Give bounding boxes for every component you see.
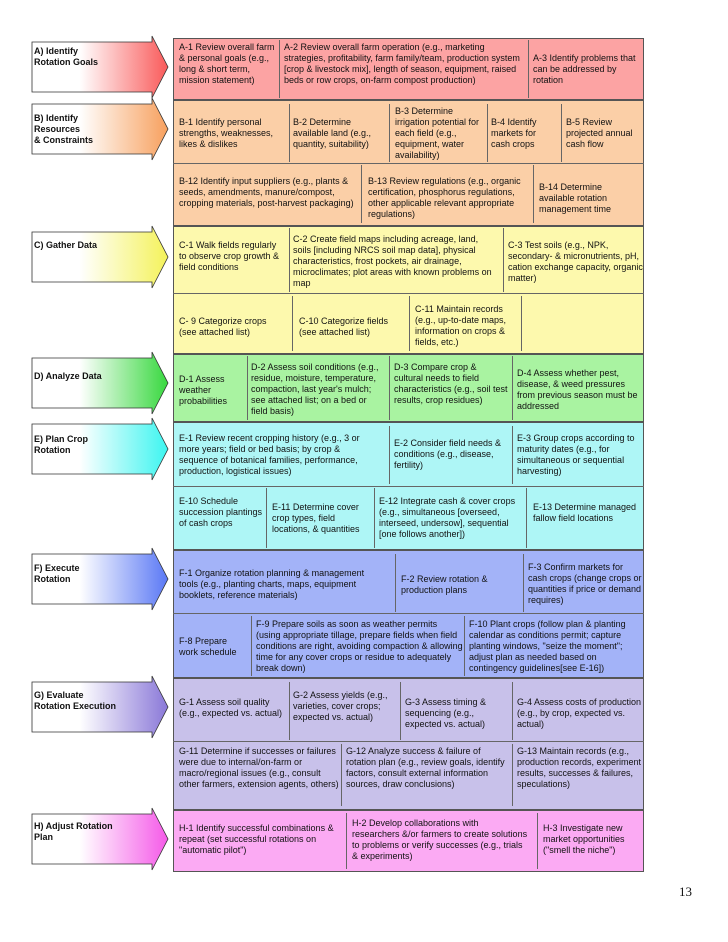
- grid-line: [173, 741, 644, 742]
- step-b14: B-14 Determine available rotation management time: [539, 182, 612, 214]
- step-h1: H-1 Identify successful combinations & repeat (set successful rotations on "automatic pilot"): [179, 823, 334, 855]
- grid-line: [537, 813, 538, 869]
- grid-line: [400, 682, 401, 740]
- arrow-d: [32, 352, 168, 414]
- page-number: 13: [679, 884, 692, 899]
- grid-line: [561, 104, 562, 162]
- step-b3: B-3 Determine irrigation potential for each field (e.g., equipment, water availability): [395, 106, 480, 160]
- grid-line: [289, 682, 290, 740]
- grid-line: [503, 228, 504, 292]
- step-h3: H-3 Investigate new market opportunities ("smell the niche"): [543, 823, 625, 855]
- step-f2: F-2 Review rotation & production plans: [401, 574, 488, 595]
- step-f10: F-10 Plant crops (follow plan & planting calendar as conditions permit; capture planting windows, "seize the moment"; adjust plan as needed based on contingency guidelines[see E-16]): [469, 619, 626, 673]
- grid-line: [389, 426, 390, 484]
- step-g2: G-2 Assess yields (e.g., varieties, cover crops; expected vs. actual): [293, 690, 388, 722]
- grid-line: [409, 296, 410, 351]
- step-g11: G-11 Determine if successes or failures were due to internal/on-farm or macro/regional issues (e.g., consult other farmers, extension agents, others): [179, 746, 339, 789]
- step-d2: D-2 Assess soil conditions (e.g., residue, moisture, temperature, compaction, last year's mulch; see attached list; on a bed or field basis): [251, 362, 379, 416]
- grid-line: [533, 165, 534, 223]
- grid-line: [512, 426, 513, 484]
- step-d4: D-4 Assess whether pest, disease, & weed pressures from previous season must be addressed: [517, 368, 638, 411]
- step-b13: B-13 Review regulations (e.g., organic certification, phosphorus regulations, other applicable relevant appropriate regulations): [368, 176, 521, 219]
- step-g4: G-4 Assess costs of production (e.g., by crop, expected vs. actual): [517, 697, 642, 729]
- step-e1: E-1 Review recent cropping history (e.g., 3 or more years; field or bed basis; by crop & sequence of botanical families, performance, production, logistical issues): [179, 433, 360, 476]
- step-g13: G-13 Maintain records (e.g., production records, experiment results, successes & failures, speculations): [517, 746, 642, 789]
- stage-label-e: E) Plan Crop Rotation: [34, 434, 89, 455]
- grid-line: [374, 488, 375, 548]
- grid-line: [173, 486, 644, 487]
- step-b4: B-4 Identify markets for cash crops: [491, 117, 537, 149]
- step-c9: C- 9 Categorize crops (see attached list): [179, 316, 267, 337]
- step-a2: A-2 Review overall farm operation (e.g., marketing strategies, profitability, farm family/team, production system [crop & livestock mix], length of season, equipment, raised beds or row crops, on-farm compost production): [284, 42, 520, 85]
- grid-line: [512, 356, 513, 420]
- grid-line: [173, 293, 644, 294]
- step-b1: B-1 Identify personal strengths, weaknesses, likes & dislikes: [179, 117, 274, 149]
- grid-line: [389, 104, 390, 162]
- stage-label-h: H) Adjust Rotation Plan: [34, 821, 113, 842]
- step-b12: B-12 Identify input suppliers (e.g., plants & seeds, amendments, manure/compost, cropping materials, post-harvest packaging): [179, 176, 354, 208]
- step-c2: C-2 Create field maps including acreage, land, soils [including NRCS soil map data], physical characteristics, frost pockets, air drainage, microclimates; plot areas with known problems on map: [293, 234, 492, 288]
- grid-line: [361, 165, 362, 223]
- step-e11: E-11 Determine cover crop types, field locations, & quantities: [272, 502, 360, 534]
- step-f1: F-1 Organize rotation planning & management tools (e.g., planting charts, maps, equipment booklets, reference materials): [179, 568, 365, 600]
- step-d3: D-3 Compare crop & cultural needs to field characteristics (e.g., soil test results, crop residues): [394, 362, 508, 405]
- grid-line: [173, 163, 644, 164]
- step-b2: B-2 Determine available land (e.g., quantity, suitability): [293, 117, 372, 149]
- stage-label-b: B) Identify Resources & Constraints: [34, 113, 94, 145]
- grid-line: [247, 356, 248, 420]
- step-f9: F-9 Prepare soils as soon as weather permits (using appropriate tillage, prepare fields when field conditions are right, avoiding compaction & allowing time for any cover crops or residue to adequately break down): [256, 619, 463, 673]
- step-g12: G-12 Analyze success & failure of rotation plan (e.g., review goals, identify factors, consult external information sources, draw conclusions): [346, 746, 505, 789]
- step-c3: C-3 Test soils (e.g., NPK, secondary- & micronutrients, pH, cation exchange capacity, organic matter): [508, 240, 643, 283]
- grid-line: [395, 554, 396, 612]
- step-d1: D-1 Assess weather probabilities: [179, 374, 228, 406]
- step-f8: F-8 Prepare work schedule: [179, 636, 237, 657]
- step-h2: H-2 Develop collaborations with researchers &/or farmers to create solutions to problems or verify successes (e.g., trials & experiments): [352, 818, 528, 861]
- grid-line: [266, 488, 267, 548]
- stage-label-d: D) Analyze Data: [34, 371, 102, 381]
- stage-label-c: C) Gather Data: [34, 240, 98, 250]
- step-e12: E-12 Integrate cash & cover crops (e.g., simultaneous [overseed, interseed, undersow], sequential [one follows another]): [379, 496, 516, 539]
- grid-line: [521, 296, 522, 351]
- grid-line: [251, 616, 252, 676]
- step-e13: E-13 Determine managed fallow field locations: [533, 502, 637, 523]
- grid-line: [173, 613, 644, 614]
- step-g1: G-1 Assess soil quality (e.g., expected vs. actual): [179, 697, 283, 718]
- step-a1: A-1 Review overall farm & personal goals (e.g., long & short term, mission statement): [179, 42, 275, 85]
- step-c11: C-11 Maintain records (e.g., up-to-date maps, information on crops & fields, etc.): [415, 304, 507, 347]
- step-b5: B-5 Review projected annual cash flow: [566, 117, 633, 149]
- step-e2: E-2 Consider field needs & conditions (e.g., disease, fertility): [394, 438, 502, 470]
- step-e10: E-10 Schedule succession plantings of cash crops: [179, 496, 263, 528]
- grid-line: [528, 40, 529, 98]
- step-e3: E-3 Group crops according to maturity dates (e.g., for simultaneous or sequential harvesting): [517, 433, 635, 476]
- stage-label-f: F) Execute Rotation: [34, 563, 80, 584]
- step-c1: C-1 Walk fields regularly to observe crop growth & field conditions: [179, 240, 280, 272]
- grid-line: [292, 296, 293, 351]
- grid-line: [512, 744, 513, 806]
- stage-label-g: G) Evaluate Rotation Execution: [34, 690, 117, 711]
- grid-line: [289, 228, 290, 292]
- grid-line: [487, 104, 488, 162]
- grid-line: [526, 488, 527, 548]
- step-g3: G-3 Assess timing & sequencing (e.g., expected vs. actual): [405, 697, 487, 729]
- grid-line: [289, 104, 290, 162]
- grid-line: [389, 356, 390, 420]
- step-f3: F-3 Confirm markets for cash crops (change crops or quantities if price or demand requires): [528, 562, 642, 605]
- step-a3: A-3 Identify problems that can be addressed by rotation: [533, 53, 636, 85]
- step-c10: C-10 Categorize fields (see attached list): [299, 316, 389, 337]
- arrow-c: [32, 226, 168, 288]
- stage-label-a: A) Identify Rotation Goals: [34, 46, 99, 67]
- grid-line: [523, 554, 524, 612]
